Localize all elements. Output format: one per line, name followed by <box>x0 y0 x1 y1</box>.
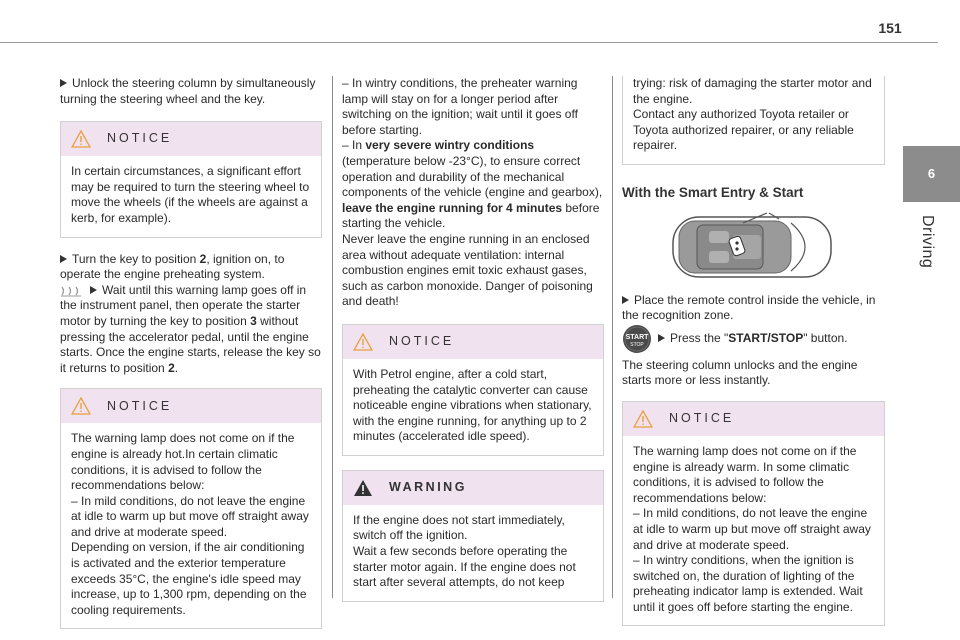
warning-header <box>343 471 603 505</box>
notice-header <box>623 402 884 436</box>
notice-text: In certain circumstances, a significant effort may be required to turn the steering wheel to move the wheels (if the wheels are against a kerb, for example). <box>71 164 310 225</box>
stop-label: STOP <box>630 341 644 348</box>
notice-header <box>61 122 321 156</box>
bullet-icon <box>60 255 67 263</box>
warning-text: If the engine does not start immediately, switch off the ignition. <box>353 512 565 543</box>
notice-box <box>60 388 322 629</box>
notice-text: – In wintry conditions, when the ignition is switched on, the duration of lighting of the preheating indicator lamp is extended. Wait until it goes off before starting the engine. <box>633 553 863 614</box>
section-heading: With the Smart Entry & Start <box>622 184 804 200</box>
column-divider <box>332 76 333 598</box>
paragraph: – In very severe wintry conditions (temperature below -23°C), to ensure correct operation and durability of the mechanical components of the vehicle (engine and gearbox), leave the engine running for 4 minutes before starting the vehicle. <box>342 138 603 231</box>
warning-continued-box <box>622 76 885 165</box>
start-label: START <box>625 333 649 341</box>
notice-text: The warning lamp does not come on if the engine is already hot.In certain climatic conditions, it is advised to follow the recommendations below: <box>71 431 295 493</box>
notice-box <box>60 121 322 237</box>
bullet-icon <box>90 286 97 294</box>
notice-title: NOTICE <box>107 131 173 146</box>
header-rule <box>0 42 938 43</box>
notice-text: The warning lamp does not come on if the engine is already warm. In some climatic conditions, it is advised to follow the recommendations below: <box>633 443 857 505</box>
warning-box <box>342 470 604 602</box>
chapter-title: Driving <box>919 215 936 269</box>
chapter-tab[interactable]: 6 <box>903 146 960 202</box>
paragraph: The steering column unlocks and the engine starts more or less instantly. <box>622 357 858 388</box>
preheat-warning-lamp-icon <box>60 285 82 297</box>
paragraph: Unlock the steering column by simultaneously turning the steering wheel and the key. <box>60 76 316 106</box>
notice-triangle-icon <box>353 333 373 351</box>
notice-box <box>342 324 604 456</box>
page-number: 151 <box>878 20 902 36</box>
notice-text: With Petrol engine, after a cold start, preheating the catalytic converter can cause noticeable engine vibrations when stationary, with the engine running, for anything up to 2 minutes (accelerated idle speed). <box>353 366 592 444</box>
notice-title: NOTICE <box>669 411 735 426</box>
car-illustration <box>622 211 885 283</box>
start-stop-button-icon <box>622 324 652 354</box>
car-top-view-icon <box>669 211 839 283</box>
notice-triangle-icon <box>71 397 91 415</box>
paragraph: Wait until this warning lamp goes off in the instrument panel, then operate the starter motor by turning the key to position 3 without pressing the accelerator pedal, until the engine starts. Once the engine starts, release the key so it returns to position 2. <box>60 282 321 375</box>
notice-triangle-icon <box>71 130 91 148</box>
bullet-icon <box>622 296 629 304</box>
paragraph: Place the remote control inside the vehicle, in the recognition zone. <box>622 292 876 323</box>
notice-title: NOTICE <box>107 398 173 413</box>
notice-text: Depending on version, if the air conditioning is activated and the exterior temperature exceeds 35°C, the engine's idle speed may increase, up to 1,300 rpm, depending on the cooling requirements. <box>71 540 307 617</box>
column-1 <box>60 76 322 629</box>
column-3 <box>622 76 885 626</box>
bullet-icon <box>60 79 67 87</box>
warning-text: Wait a few seconds before operating the starter motor again. If the engine does not start after several attempts, do not keep <box>353 544 576 590</box>
notice-title: NOTICE <box>389 334 455 349</box>
notice-text: – In mild conditions, do not leave the engine at idle to warm up but move off straight away and drive at moderate speed. <box>633 506 871 552</box>
bullet-icon <box>658 334 665 342</box>
warning-title: WARNING <box>389 480 467 495</box>
warning-triangle-icon <box>353 479 373 497</box>
notice-box <box>622 401 885 627</box>
paragraph: Turn the key to position 2, ignition on, to operate the engine preheating system. <box>60 251 285 282</box>
warning-text: trying: risk of damaging the starter motor and the engine. <box>633 76 872 106</box>
paragraph: START STOP Press the "START/STOP" button. <box>622 324 885 354</box>
notice-header <box>61 389 321 423</box>
notice-text: – In mild conditions, do not leave the engine at idle to warm up but move off straight away and drive at moderate speed. <box>71 493 309 539</box>
warning-text: Contact any authorized Toyota retailer or Toyota authorized repairer, or any reliable repairer. <box>633 107 854 153</box>
notice-triangle-icon <box>633 410 653 428</box>
column-2 <box>342 76 604 602</box>
column-divider <box>612 76 613 598</box>
paragraph: – In wintry conditions, the preheater warning lamp will stay on for a longer period after switching on the ignition; wait until it goes off before starting. <box>342 76 578 137</box>
notice-header <box>343 325 603 359</box>
paragraph: Never leave the engine running in an enclosed area without adequate ventilation: internal combustion engines emit toxic exhaust gases, such as carbon monoxide. Danger of poisoning and death! <box>342 231 593 309</box>
